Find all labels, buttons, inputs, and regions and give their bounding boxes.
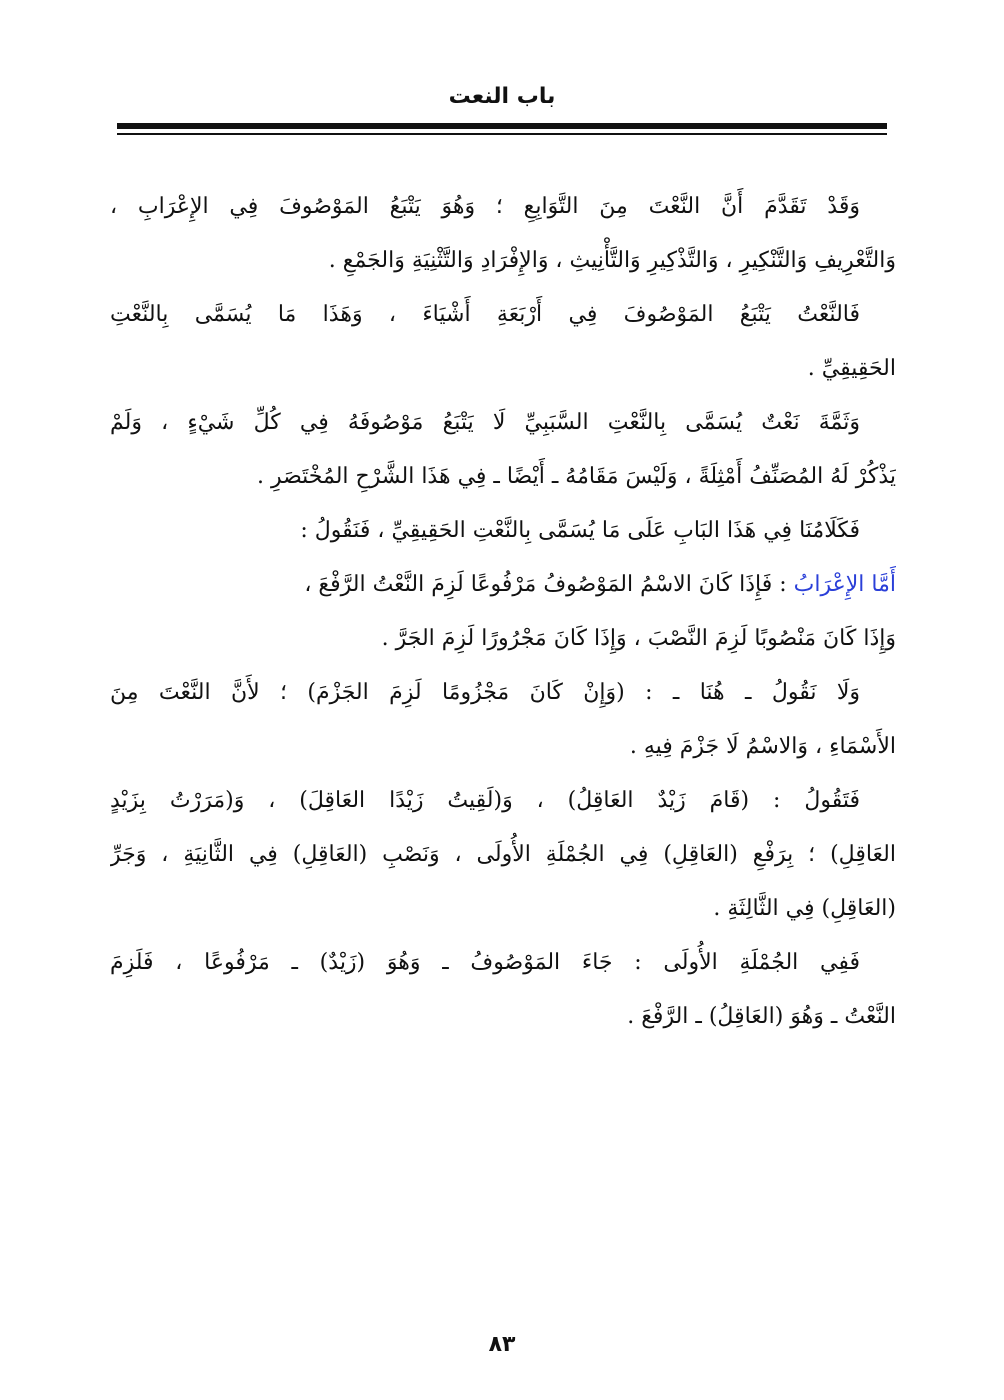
paragraph-line: فَفِي الجُمْلَةِ الأُولَى : جَاءَ المَوْصُوفُ ـ وَهُوَ (زَيْدٌ) ـ مَرْفُوعًا ، فَلَزِمَ <box>110 950 860 975</box>
paragraph-line: الأَسْمَاءِ ، وَالاسْمُ لَا جَزْمَ فِيهِ . <box>629 734 896 759</box>
paragraph-line: وَإِذَا كَانَ مَنْصُوبًا لَزِمَ النَّصْبَ ، وَإِذَا كَانَ مَجْرُورًا لَزِمَ الجَرَّ . <box>381 626 896 651</box>
page-number: ٨٣ <box>488 1332 516 1357</box>
paragraph-line: النَّعْتُ ـ وَهُوَ (العَاقِلُ) ـ الرَّفْعَ . <box>627 1004 896 1029</box>
paragraph-line: فَالنَّعْتُ يَتْبَعُ المَوْصُوفَ فِي أَرْبَعَةِ أَشْيَاءَ ، وَهَذَا مَا يُسَمَّى بِالنَّعْتِ <box>110 302 860 327</box>
paragraph-line: العَاقِلِ) ؛ بِرَفْعِ (العَاقِلِ) فِي الجُمْلَةِ الأُولَى ، وَنَصْبِ (العَاقِلِ) فِي الثَّانِيَةِ ، وَجَرِّ <box>110 842 896 867</box>
paragraph-line: فَتَقُولُ : (قَامَ زَيْدٌ العَاقِلُ) ، وَ(لَقِيتُ زَيْدًا العَاقِلَ) ، وَ(مَرَرْتُ بِزَيْدٍ <box>110 788 860 813</box>
section-label: أَمَّا الإِعْرَابُ <box>793 572 896 597</box>
paragraph-line: وَلَا نَقُولُ ـ هُنَا ـ : (وَإِنْ كَانَ مَجْزُومًا لَزِمَ الجَزْمَ) ؛ لأَنَّ النَّعْتَ مِنَ <box>110 680 860 705</box>
section-label-continuation: : فَإِذَا كَانَ الاسْمُ المَوْصُوفُ مَرْفُوعًا لَزِمَ النَّعْتُ الرَّفْعَ ، <box>304 572 794 597</box>
paragraph-line: وَقَدْ تَقَدَّمَ أَنَّ النَّعْتَ مِنَ التَّوَابِعِ ؛ وَهُوَ يَتْبَعُ المَوْصُوفَ فِي الإِعْرَابِ ، <box>110 194 860 219</box>
paragraph-line: الحَقِيقِيِّ . <box>807 356 896 381</box>
paragraph-line-i3rab <box>110 558 896 612</box>
header-rule-thin <box>117 133 887 135</box>
chapter-title: باب النعت <box>448 84 556 109</box>
paragraph-line: يَذْكُرْ لَهُ المُصَنِّفُ أَمْثِلَةً ، وَلَيْسَ مَقَامُهُ ـ أَيْضًا ـ فِي هَذَا الشَّرْحِ المُخْتَصَرِ . <box>256 464 896 489</box>
paragraph-line: وَالتَّعْرِيفِ وَالتَّنْكِيرِ ، وَالتَّذْكِيرِ وَالتَّأْنِيثِ ، وَالإِفْرَادِ وَالتَّثْنِيَةِ وَالجَمْعِ . <box>328 248 896 273</box>
paragraph-line: وَثَمَّةَ نَعْتٌ يُسَمَّى بِالنَّعْتِ السَّبَبِيِّ لَا يَتْبَعُ مَوْصُوفَهُ فِي كُلِّ شَيْءٍ ، وَلَمْ <box>110 410 860 435</box>
paragraph-line: (العَاقِلِ) فِي الثَّالِثَةِ . <box>713 896 896 921</box>
page-body <box>110 180 896 1044</box>
paragraph-line: فَكَلَامُنَا فِي هَذَا البَابِ عَلَى مَا يُسَمَّى بِالنَّعْتِ الحَقِيقِيِّ ، فَنَقُولُ : <box>300 518 860 543</box>
header-rule-thick <box>117 123 887 129</box>
